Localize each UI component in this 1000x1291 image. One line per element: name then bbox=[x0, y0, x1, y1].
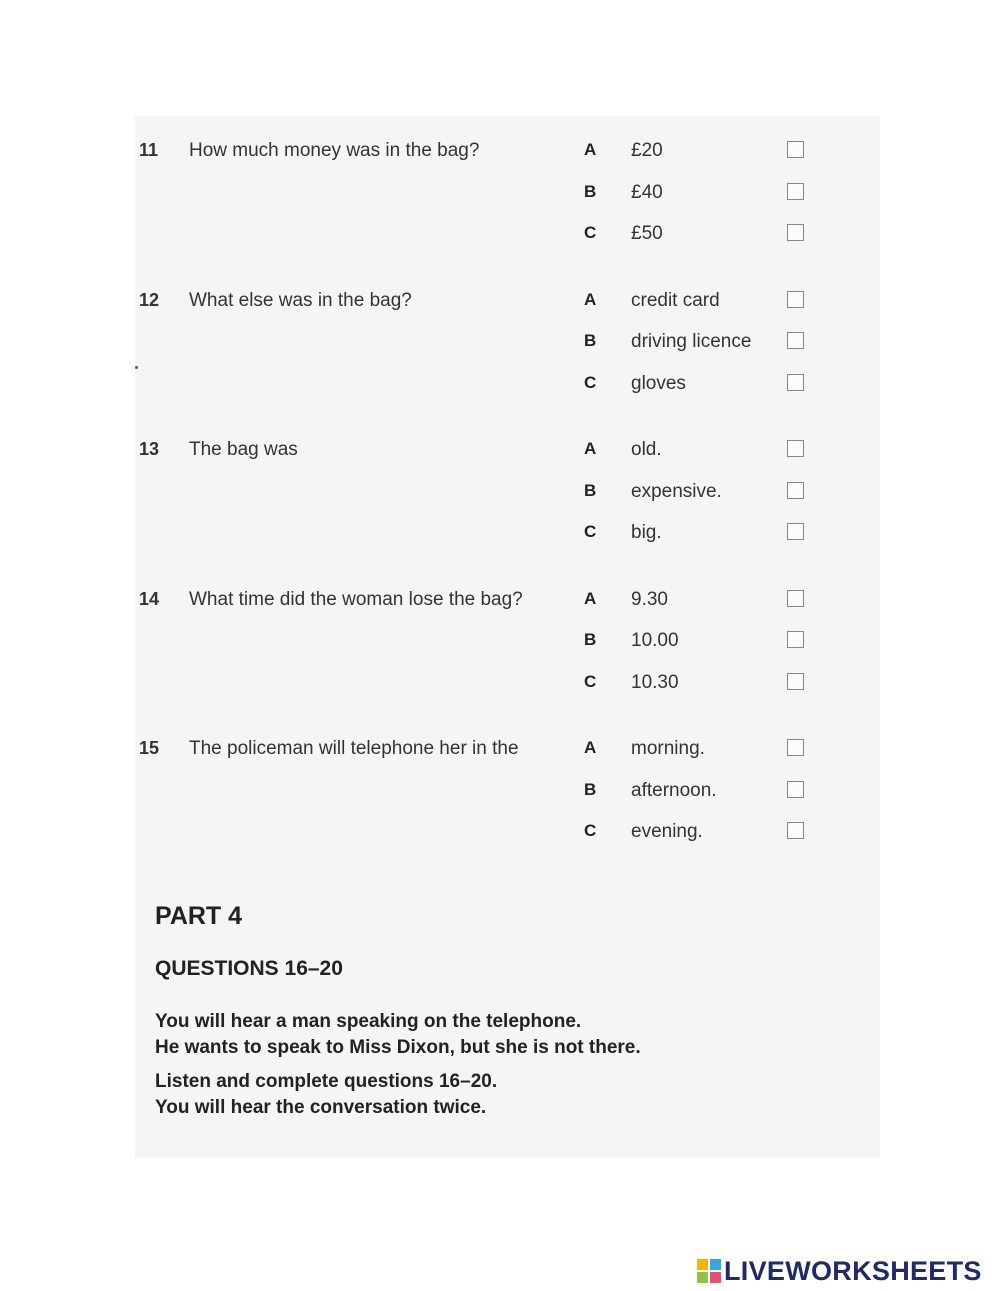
logo-text: LIVEWORKSHEETS bbox=[724, 1255, 982, 1286]
option-text: big. bbox=[631, 522, 662, 543]
liveworksheets-logo bbox=[697, 1256, 982, 1286]
answer-checkbox[interactable] bbox=[787, 291, 804, 308]
option-row bbox=[135, 516, 880, 550]
instruction-line: You will hear the conversation twice. bbox=[155, 1097, 487, 1118]
option-letter: B bbox=[584, 630, 597, 649]
question-text: The bag was bbox=[189, 439, 298, 460]
question-text: What time did the woman lose the bag? bbox=[189, 588, 523, 610]
answer-checkbox[interactable] bbox=[787, 673, 804, 690]
option-text: 10.30 bbox=[631, 671, 679, 693]
option-row bbox=[135, 774, 880, 808]
option-letter: C bbox=[584, 522, 597, 541]
option-letter: B bbox=[584, 779, 597, 799]
instruction-line: Listen and complete questions 16–20. bbox=[155, 1071, 498, 1092]
option-text: morning. bbox=[631, 738, 705, 759]
answer-checkbox[interactable] bbox=[787, 523, 804, 540]
option-row bbox=[135, 583, 880, 617]
question-text: The policeman will telephone her in the bbox=[189, 738, 519, 759]
answer-checkbox[interactable] bbox=[787, 374, 804, 391]
instruction-line: You will hear a man speaking on the telephone. bbox=[155, 1011, 582, 1032]
option-text: afternoon. bbox=[631, 779, 717, 801]
question-number: 14 bbox=[139, 588, 160, 609]
part-title: PART 4 bbox=[155, 902, 243, 930]
answer-checkbox[interactable] bbox=[787, 141, 804, 158]
option-row bbox=[135, 134, 880, 168]
question-number: 11 bbox=[139, 140, 159, 160]
answer-checkbox[interactable] bbox=[787, 482, 804, 499]
option-letter: C bbox=[584, 223, 597, 242]
logo-square bbox=[710, 1272, 721, 1283]
answer-checkbox[interactable] bbox=[787, 332, 804, 349]
answer-checkbox[interactable] bbox=[787, 590, 804, 607]
option-text: 10.00 bbox=[631, 630, 679, 651]
option-row bbox=[135, 475, 880, 509]
option-row bbox=[135, 433, 880, 467]
option-letter: B bbox=[584, 480, 597, 500]
option-text: driving licence bbox=[631, 331, 752, 352]
option-row bbox=[135, 176, 880, 210]
logo-square bbox=[710, 1259, 721, 1270]
option-row bbox=[135, 815, 880, 849]
instruction-line: He wants to speak to Miss Dixon, but she is not there. bbox=[155, 1037, 641, 1058]
option-letter: A bbox=[584, 140, 597, 159]
option-row bbox=[135, 367, 880, 401]
option-text: 9.30 bbox=[631, 588, 668, 610]
worksheet-page bbox=[135, 116, 880, 1158]
questions-range-heading: QUESTIONS 16–20 bbox=[155, 957, 343, 980]
logo-square bbox=[697, 1259, 708, 1270]
question-number: 13 bbox=[139, 439, 160, 459]
option-letter: B bbox=[584, 181, 597, 201]
option-text: £20 bbox=[631, 140, 663, 161]
question-number: 15 bbox=[139, 738, 160, 758]
option-text: old. bbox=[631, 439, 662, 460]
option-letter: C bbox=[584, 372, 597, 392]
answer-checkbox[interactable] bbox=[787, 631, 804, 648]
option-row bbox=[135, 624, 880, 658]
option-text: evening. bbox=[631, 821, 703, 842]
answer-checkbox[interactable] bbox=[787, 822, 804, 839]
option-letter: B bbox=[584, 331, 597, 350]
answer-checkbox[interactable] bbox=[787, 183, 804, 200]
option-letter: A bbox=[584, 439, 597, 458]
logo-square bbox=[697, 1272, 708, 1283]
option-row bbox=[135, 284, 880, 318]
option-row bbox=[135, 325, 880, 359]
logo-grid-icon bbox=[697, 1259, 721, 1283]
option-letter: A bbox=[584, 588, 597, 608]
option-text: £40 bbox=[631, 181, 663, 203]
option-letter: A bbox=[584, 738, 597, 757]
option-letter: A bbox=[584, 289, 597, 309]
answer-checkbox[interactable] bbox=[787, 440, 804, 457]
option-text: gloves bbox=[631, 372, 686, 394]
question-number: 12 bbox=[139, 289, 160, 310]
option-text: credit card bbox=[631, 289, 720, 311]
question-text: What else was in the bag? bbox=[189, 289, 412, 311]
option-row bbox=[135, 666, 880, 700]
option-row bbox=[135, 217, 880, 251]
answer-checkbox[interactable] bbox=[787, 781, 804, 798]
answer-checkbox[interactable] bbox=[787, 739, 804, 756]
option-text: expensive. bbox=[631, 480, 722, 502]
question-text: How much money was in the bag? bbox=[189, 140, 480, 161]
option-letter: C bbox=[584, 671, 597, 691]
option-text: £50 bbox=[631, 223, 663, 244]
option-letter: C bbox=[584, 821, 597, 840]
option-row bbox=[135, 732, 880, 766]
answer-checkbox[interactable] bbox=[787, 224, 804, 241]
